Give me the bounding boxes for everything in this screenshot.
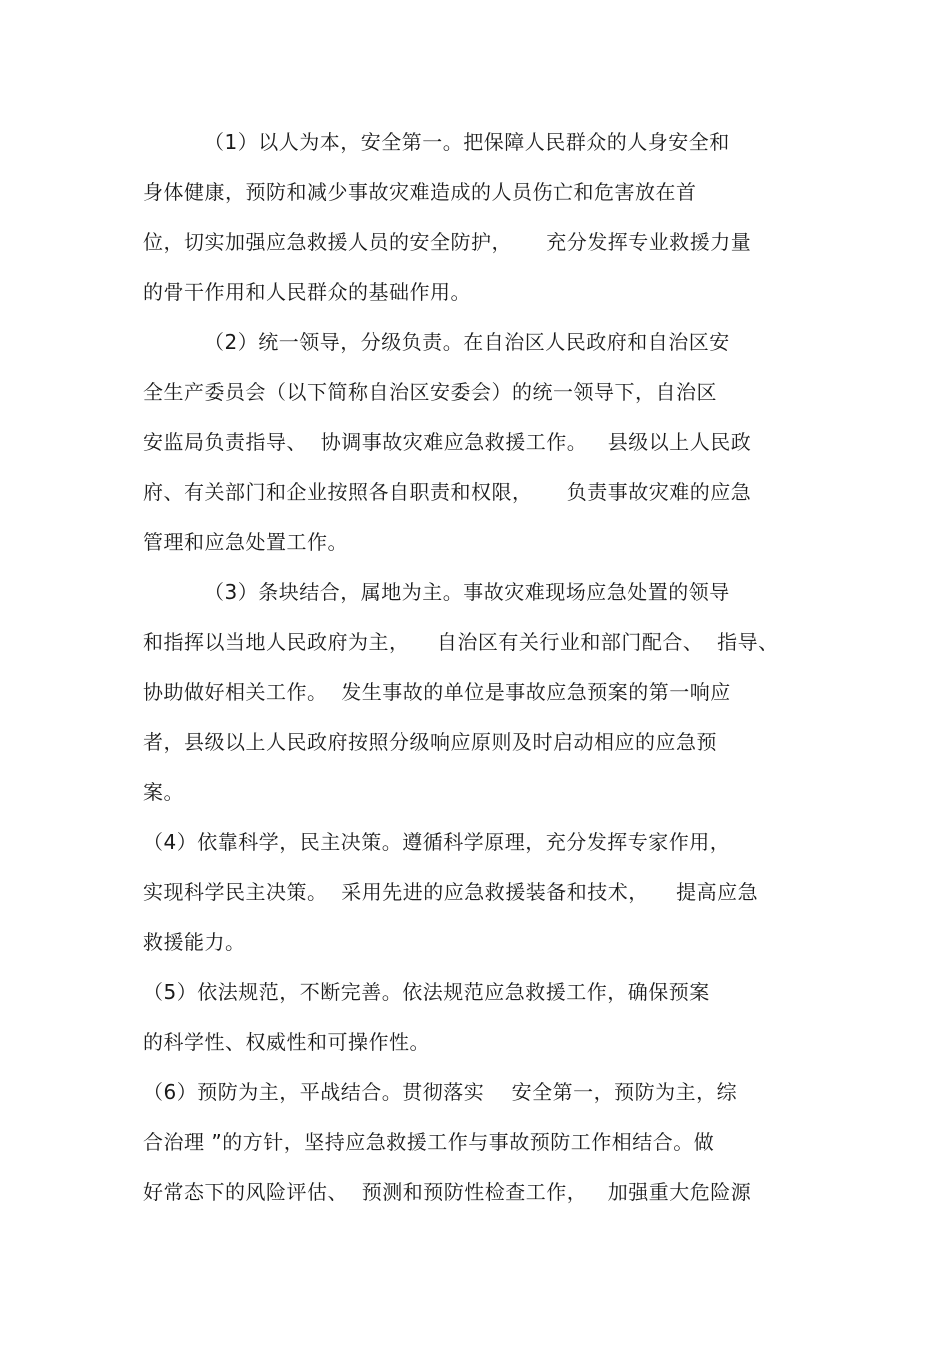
text-line: 案。	[143, 780, 184, 804]
text-line: 管理和应急处置工作。	[143, 530, 348, 554]
text-line: 的科学性、权威性和可操作性。	[143, 1030, 430, 1054]
text-line: 者，县级以上人民政府按照分级响应原则及时启动相应的应急预	[143, 730, 717, 754]
text-line: 实现科学民主决策。 采用先进的应急救援装备和技术， 提高应急	[143, 880, 759, 904]
text-line: 合治理 ”的方针，坚持应急救援工作与事故预防工作相结合。做	[143, 1130, 715, 1154]
text-line: 好常态下的风险评估、 预测和预防性检查工作， 加强重大危险源	[143, 1180, 752, 1204]
text-line: （6）预防为主，平战结合。贯彻落实 安全第一，预防为主，综	[143, 1080, 738, 1104]
text-line: 的骨干作用和人民群众的基础作用。	[143, 280, 471, 304]
text-line: 身体健康，预防和减少事故灾难造成的人员伤亡和危害放在首	[143, 180, 697, 204]
text-line: 和指挥以当地人民政府为主， 自治区有关行业和部门配合、 指导、	[143, 630, 779, 654]
text-line: 救援能力。	[143, 930, 246, 954]
text-line: 安监局负责指导、 协调事故灾难应急救援工作。 县级以上人民政	[143, 430, 752, 454]
text-line: （2）统一领导，分级负责。在自治区人民政府和自治区安	[204, 330, 730, 354]
text-line: 协助做好相关工作。 发生事故的单位是事故应急预案的第一响应	[143, 680, 731, 704]
text-line: 全生产委员会（以下简称自治区安委会）的统一领导下，自治区	[143, 380, 717, 404]
text-line: （1）以人为本，安全第一。把保障人民群众的人身安全和	[204, 130, 730, 154]
text-line: 位，切实加强应急救援人员的安全防护， 充分发挥专业救援力量	[143, 230, 752, 254]
text-line: （3）条块结合，属地为主。事故灾难现场应急处置的领导	[204, 580, 730, 604]
text-line: 府、有关部门和企业按照各自职责和权限， 负责事故灾难的应急	[143, 480, 752, 504]
text-line: （4）依靠科学，民主决策。遵循科学原理，充分发挥专家作用，	[143, 830, 731, 854]
text-line: （5）依法规范，不断完善。依法规范应急救援工作，确保预案	[143, 980, 710, 1004]
